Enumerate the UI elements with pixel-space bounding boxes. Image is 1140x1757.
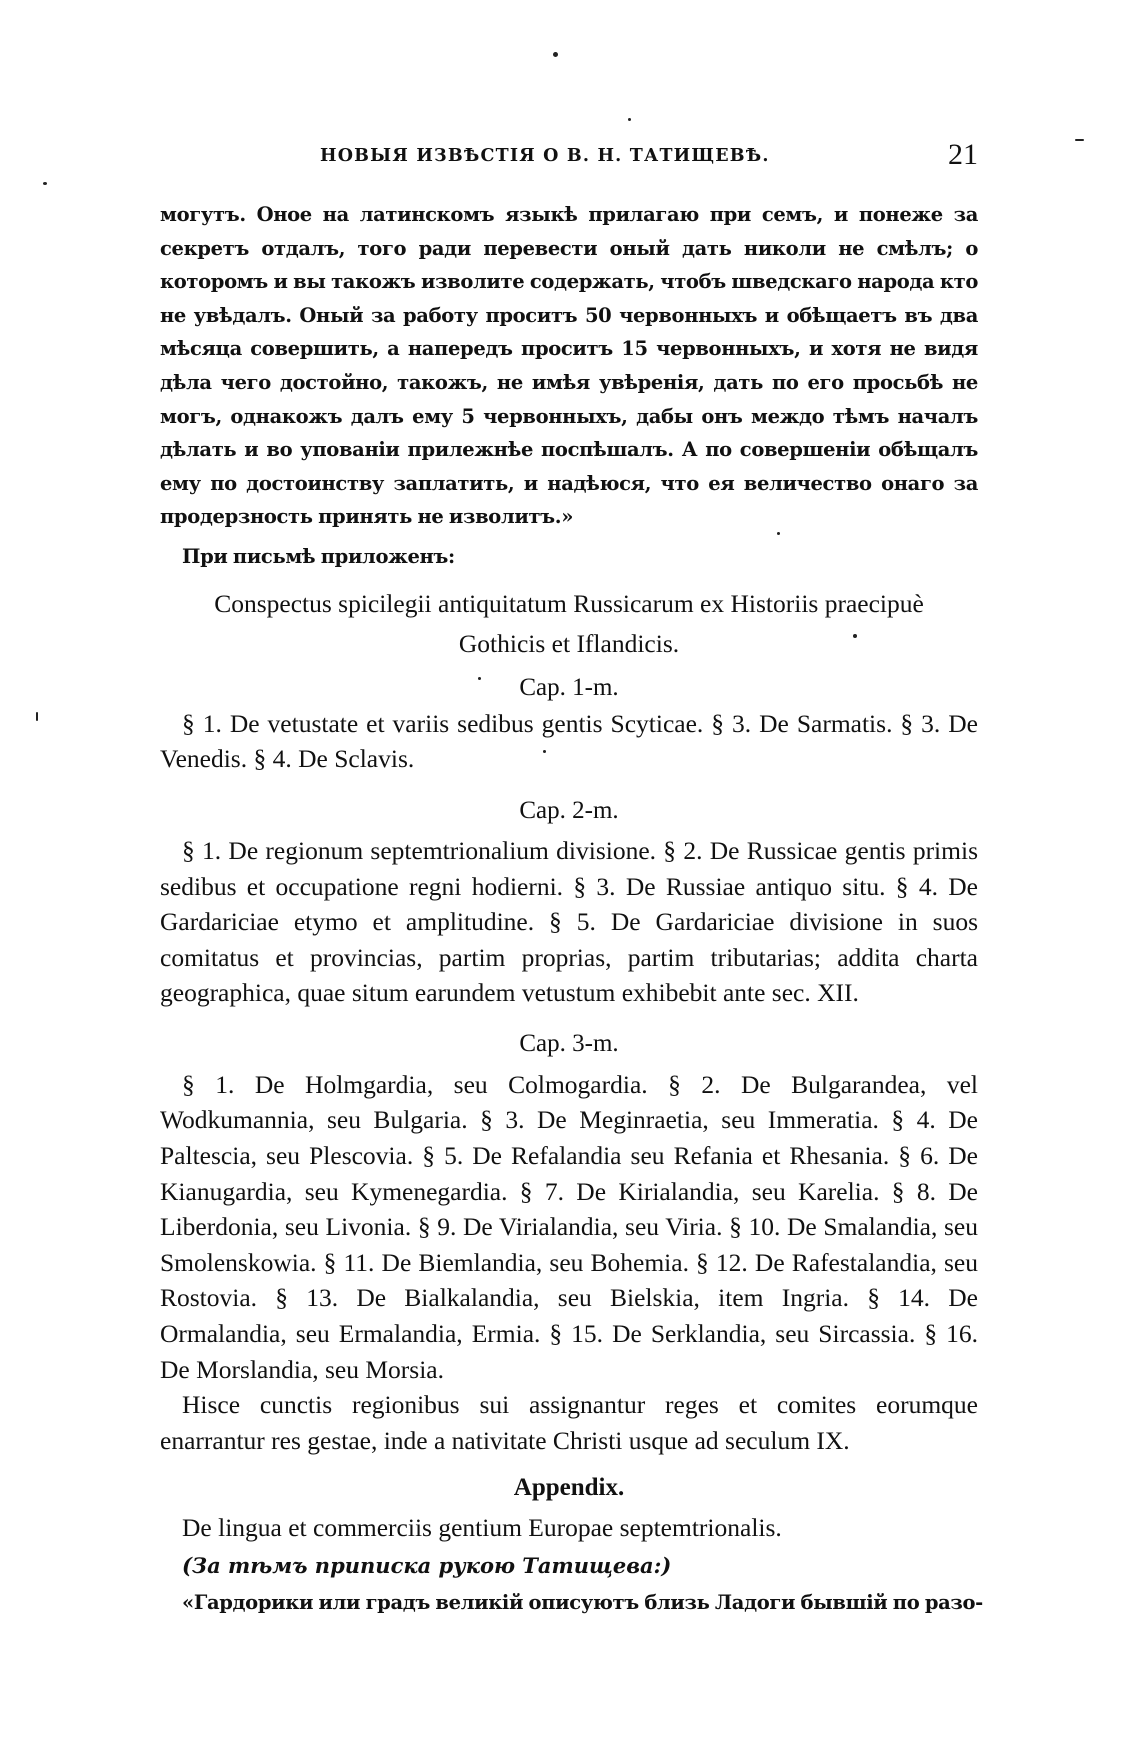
chapter-2-heading: Cap. 2-m. [519, 796, 619, 824]
chapter-1-text: § 1. De vetustate et variis sedibus gentis Scyticae. § 3. De Sarmatis. § 3. De Venedis. § 4. De Sclavis. [160, 708, 978, 774]
attached-intro: При письмѣ приложенъ: [182, 544, 455, 568]
conspectus-title-line-2: Gothicis et Iflandicis. [458, 629, 680, 659]
conspectus-title-line-1: Conspectus spicilegii antiquitatum Russicarum ex Historiis praecipuè [214, 588, 924, 618]
scan-speck [553, 52, 558, 57]
scan-speck [628, 118, 631, 121]
page-number: 21 [948, 138, 978, 171]
scan-speck [36, 712, 38, 721]
chapter-3-heading: Cap. 3-m. [519, 1029, 619, 1057]
handwritten-note-caption: (За тѣмъ приписка рукою Татищева:) [182, 1553, 672, 1578]
scan-speck [43, 182, 47, 185]
chapter-1-heading: Cap. 1-m. [519, 673, 619, 701]
final-line: «Гардорики или градъ великій описуютъ близь Ладоги бывшій по разо- [182, 1591, 983, 1614]
running-title: НОВЫЯ ИЗВѢСТІЯ О В. Н. ТАТИЩЕВѢ. [320, 146, 770, 166]
chapter-3-text: § 1. De Holmgardia, seu Colmogardia. § 2. De Bulgarandea, vel Wodkumannia, seu Bulgaria. § 3. De Meginraetia, seu Immeratia. § 4. De Paltescia, seu Plescovia. § 5. De Refalandia seu Refania et Rhesania. § 6. De Kianugardia, seu Kymenegardia. § 7. De Kirialandia, seu Karelia. § 8. De Liberdonia, seu Livonia. § 9. De Virialandia, seu Viria. § 10. De Smalandia, seu Smolenskowia. § 11. De Biemlandia, seu Bohemia. § 12. De Rafestalandia, seu Rostovia. § 13. De Bialkalandia, seu Bielskia, item Ingria. § 14. De Ormalandia, seu Ermalandia, Ermia. § 15. De Serklandia, seu Sircassia. § 16. De Morslandia, seu Morsia. [160, 1069, 978, 1384]
appendix-text: De lingua et commerciis gentium Europae septemtrionalis. [182, 1513, 782, 1543]
page-body [160, 198, 983, 1620]
letter-quote-paragraph: могутъ. Оное на латинскомъ языкѣ прилагаю при семъ, и понеже за секретъ отдалъ, того ради перевести оный дать николи не смѣлъ; о которомъ и вы такожъ изволите содержать, чтобъ шведскаго народа кто не увѣдалъ. Оный за работу проситъ 50 червонныхъ и обѣщаетъ въ два мѣсяца совершить, а напередъ проситъ 15 червонныхъ, и хотя не видя дѣла чего достойно, такожъ, не имѣя увѣренія, дать по его просьбѣ не могъ, однакожъ далъ ему 5 червонныхъ, дабы онъ междо тѣмъ началъ дѣлать и во упованіи прилежнѣе поспѣшалъ. А по совершеніи обѣщалъ ему по достоинству заплатить, и надѣюся, что ея величество онаго за продерзность принять не изволитъ.» [160, 203, 978, 529]
regions-paragraph: Hisce cunctis regionibus sui assignantur reges et comites eorumque enarrantur res gestae, inde a nativitate Christi usque ad seculum IX. [160, 1390, 978, 1455]
appendix-heading: Appendix. [513, 1474, 625, 1502]
scan-speck [1075, 139, 1084, 141]
page-header [160, 138, 978, 178]
chapter-2-text: § 1. De regionum septemtrionalium divisione. § 2. De Russicae gentis primis sedibus et occupatione regni hodierni. § 3. De Russiae antiquo situ. § 4. De Gardariciae etymo et amplitudine. § 5. De Gardariciae divisione in suos comitatus et provincias, partim proprias, partim tributarias; addita charta geographica, quae situm earundem vetustum exhibebit ante sec. XII. [160, 835, 978, 1008]
